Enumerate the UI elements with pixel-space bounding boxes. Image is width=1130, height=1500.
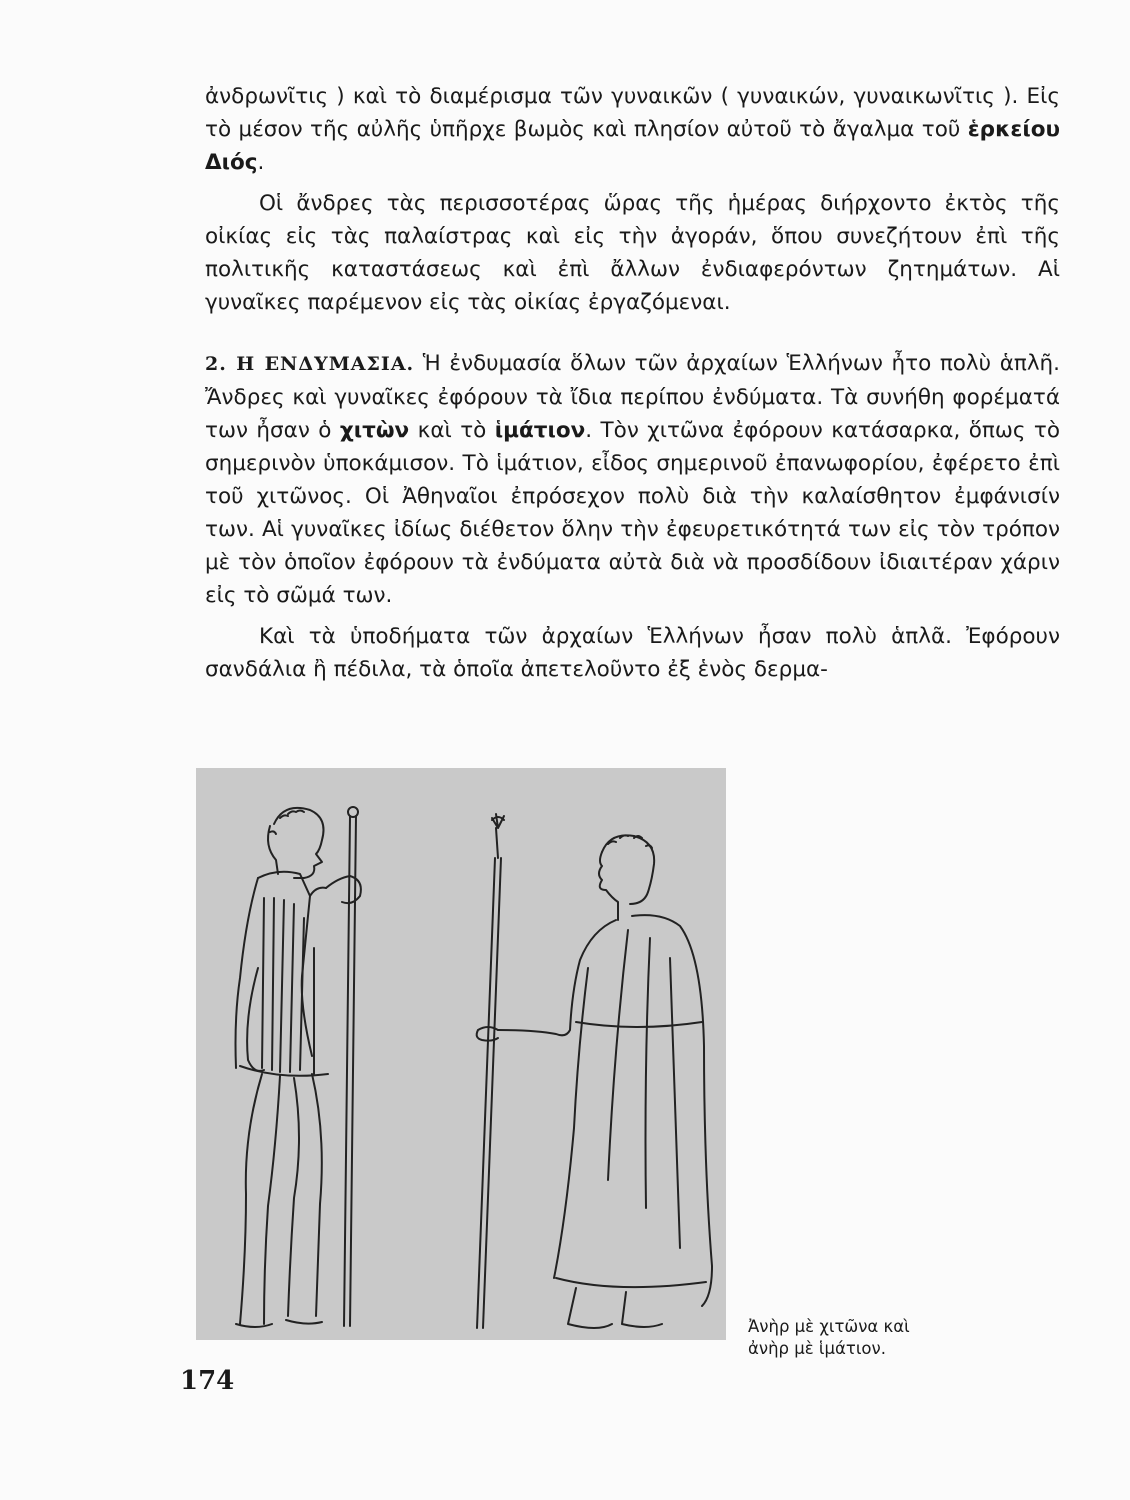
two-men-drawing — [196, 768, 726, 1340]
section-clothing — [205, 347, 1060, 686]
man-in-himation-figure — [477, 814, 712, 1328]
page-number: 174 — [180, 1366, 235, 1396]
keyword-himation: ἱμάτιον — [494, 418, 586, 443]
keyword-chiton: χιτὼν — [339, 418, 410, 443]
paragraph-clothing: 2. Η ΕΝΔΥΜΑΣΙΑ. Ἡ ἐνδυμασία ὅλων τῶν ἀρχαίων Ἑλλήνων ἦτο πολὺ ἁπλῆ. Ἄνδρες καὶ γυναῖκες ἐφόρουν τὰ ἴδια περίπου ἐνδύματα. Τὰ συνήθη φορέματά των ἦσαν ὁ χιτὼν καὶ τὸ ἱμάτιον. Τὸν χιτῶνα ἐφόρουν κατάσαρκα, ὅπως τὸ σημερινὸν ὑποκάμισον. Τὸ ἱμάτιον, εἶδος σημερινοῦ ἐπανωφορίου, ἐφέρετο ἐπὶ τοῦ χιτῶνος. Οἱ Ἀθηναῖοι ἐπρόσεχον πολὺ διὰ τὴν καλαίσθητον ἐμφάνισίν των. Αἱ γυναῖκες ἰδίως διέθετον ὅλην τὴν ἐφευρετικότητά των εἰς τὸν τρόπον μὲ τὸν ὁποῖον ἐφόρουν τὰ ἐνδύματα αὐτὰ διὰ νὰ προσδίδουν ἰδιαιτέραν χάριν εἰς τὸ σῶμά των. — [205, 351, 1061, 608]
paragraph-footwear: Καὶ τὰ ὑποδήματα τῶν ἀρχαίων Ἑλλήνων ἦσαν πολὺ ἁπλᾶ. Ἐφόρουν σανδάλια ἢ πέδιλα, τὰ ὁποῖα ἀπετελοῦντο ἐξ ἑνὸς δερμα- — [205, 624, 1060, 682]
vase-illustration — [196, 768, 726, 1340]
paragraph-house-altar: ἀνδρωνῖτις ) καὶ τὸ διαμέρισμα τῶν γυναικῶν ( γυναικών, γυναικωνῖτις ). Εἰς τὸ μέσον τῆς αὐλῆς ὑπῆρχε βωμὸς καὶ πλησίον αὐτοῦ τὸ ἄγαλμα τοῦ ἑρκείου Διός. — [205, 84, 1060, 175]
body-text — [205, 80, 1060, 686]
figure-caption: Ἀνὴρ μὲ χιτῶνα καὶ ἀνὴρ μὲ ἱμάτιον. — [748, 1317, 910, 1358]
paragraph-men-women-activities: Οἱ ἄνδρες τὰς περισσοτέρας ὥρας τῆς ἡμέρας διήρχοντο ἐκτὸς τῆς οἰκίας εἰς τὰς παλαίστρας καὶ εἰς τὴν ἀγοράν, ὅπου συνεζήτουν ἐπὶ τῆς πολιτικῆς καταστάσεως καὶ ἐπὶ ἄλλων ἐνδιαφερόντων ζητημάτων. Αἱ γυναῖκες παρέμενον εἰς τὰς οἰκίας ἐργαζόμεναι. — [205, 191, 1060, 315]
keyword-herkeios-zeus: ἑρκείου Διός — [205, 117, 1060, 175]
man-in-chiton-figure — [236, 807, 361, 1327]
section-heading: 2. Η ΕΝΔΥΜΑΣΙΑ. — [205, 353, 415, 375]
